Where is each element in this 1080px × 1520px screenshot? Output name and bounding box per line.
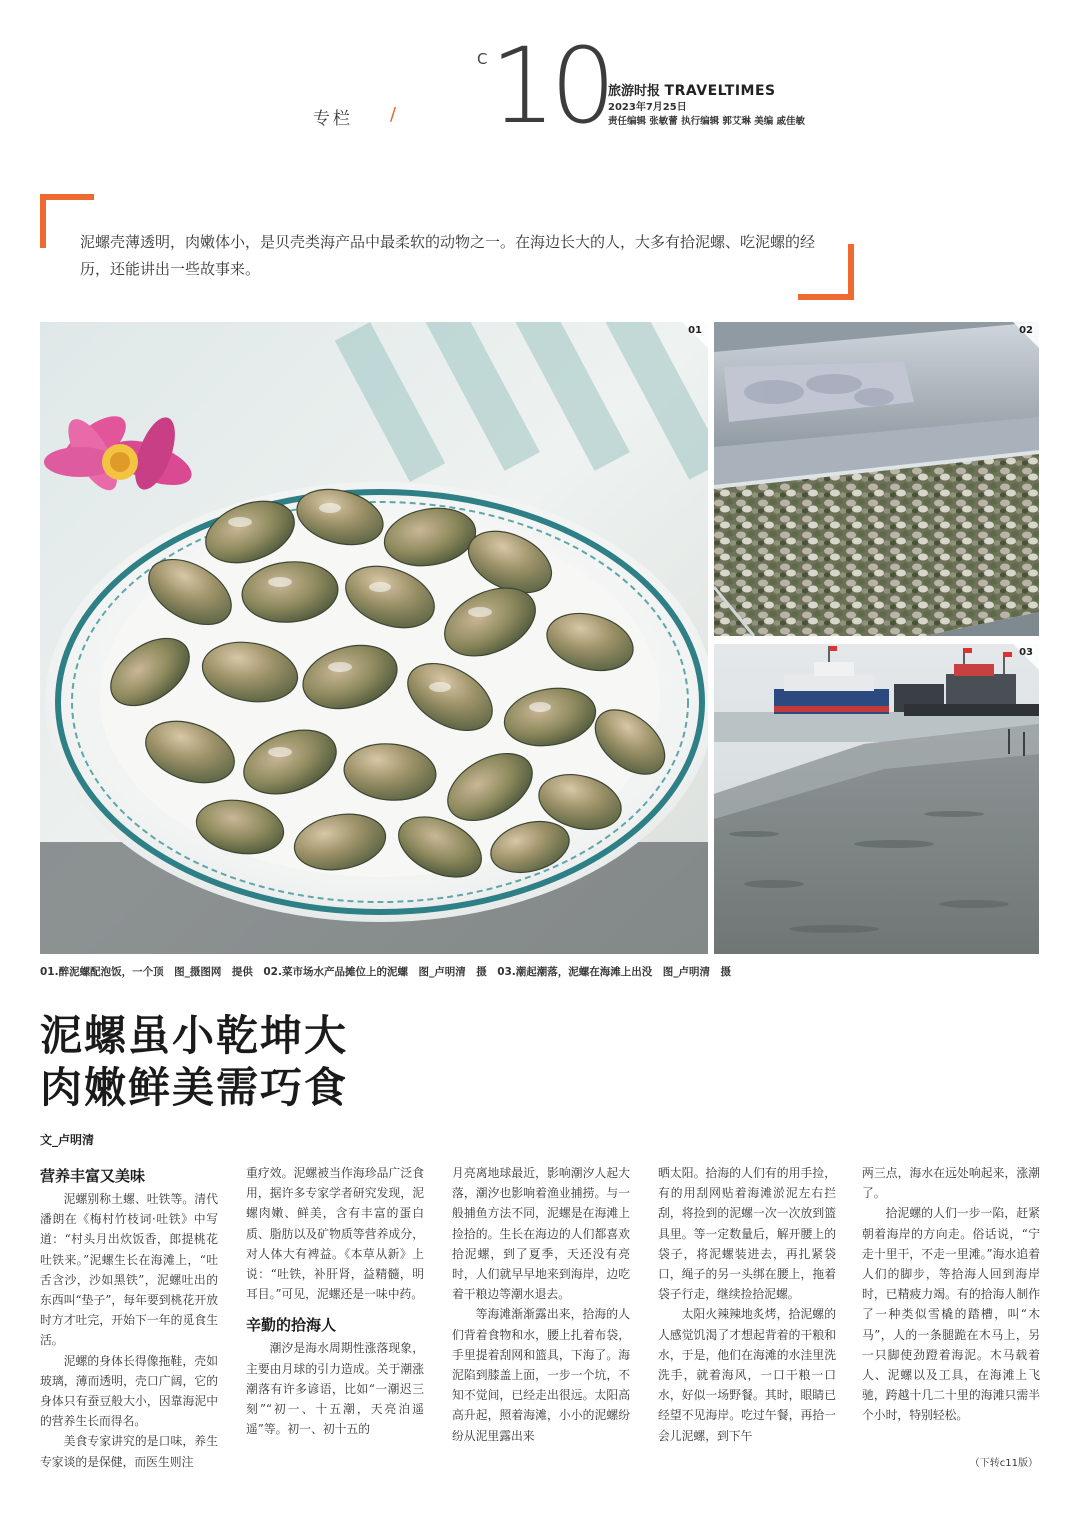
article-paragraph: 太阳火辣辣地炙烤，拾泥螺的人感觉饥渴了才想起背着的干粮和水，于是，他们在海滩的水洼里洗洗手，就着海风，一口干粮一口水，好似一场野餐。其时，眼睛已经望不见海岸。吃过午餐，再拾一会儿泥螺，到下午	[658, 1307, 836, 1443]
paper-name	[608, 80, 776, 99]
article-paragraph: 两三点，海水在远处响起来，涨潮了。	[862, 1166, 1040, 1201]
section-heading-gatherers: 辛勤的拾海人	[246, 1316, 337, 1335]
photo-01-mud-snails-dish	[40, 322, 708, 954]
byline: 文_卢明清	[40, 1133, 95, 1147]
paper-date: 2023年7月25日	[608, 102, 687, 113]
article-column-4	[658, 1163, 836, 1446]
article-column-5	[862, 1163, 1040, 1426]
article-column-2	[246, 1163, 424, 1439]
section-heading-nutrition: 营养丰富又美味	[40, 1167, 146, 1185]
article-paragraph: 月亮离地球最近，影响潮汐人起大落，潮汐也影响着渔业捕捞。与一般捕鱼方法不同，泥螺是在海滩上捡拾的。生长在海边的人们都喜欢拾泥螺，到了夏季，天还没有亮时，人们就早早地来到海岸，边吃着干粮边等潮水退去。	[452, 1166, 630, 1302]
article-paragraph: 重疗效。泥螺被当作海珍品广泛食用，据许多专家学者研究发现，泥螺肉嫩、鲜美，含有丰富的蛋白质、脂肪以及矿物质等营养成分，对人体大有裨益。《本草从新》上说：“吐铁，补肝肾，益精髓，明耳目。”可见，泥螺还是一味中药。	[246, 1166, 424, 1302]
photo-03-graphic	[714, 644, 1039, 954]
paper-name-en: TRAVELTIMES	[664, 83, 776, 99]
photo-01-number: 01	[688, 325, 702, 336]
photo-03-number: 03	[1019, 647, 1033, 658]
article-paragraph: 潮汐是海水周期性涨落现象，主要由月球的引力造成。关于潮涨潮落有许多谚语，比如“一潮迟三刻”“初一、十五潮，天亮泊遥遥”等。初一、初十五的	[246, 1341, 424, 1437]
intro-text: 泥螺壳薄透明，肉嫩体小，是贝壳类海产品中最柔软的动物之一。在海边长大的人，大多有拾泥螺、吃泥螺的经历，还能讲出一些故事来。	[80, 233, 816, 278]
photo-02-number: 02	[1019, 325, 1033, 336]
article-paragraph: 等海滩渐渐露出来，拾海的人们背着食物和水，腰上扎着布袋，手里提着刮网和篮具，下海了。海泥陷到膝盖上面，一步一个坑，不知不觉间，已经走出很远。太阳高高升起，照着海滩，小小的泥螺纷纷从泥里露出来	[452, 1307, 630, 1443]
photo-caption: 01.醉泥螺配泡饭，一个顶 图_摄图网 提供 02.菜市场水产品摊位上的泥螺 图_卢明清 摄 03.潮起潮落，泥螺在海滩上出没 图_卢明清 摄	[40, 966, 732, 978]
photo-03-tidal-flat	[714, 644, 1039, 954]
paper-editors: 责任编辑 张敏蕾 执行编辑 郭艾琳 美编 戚佳敏	[608, 116, 806, 127]
headline-line-1: 泥螺虽小乾坤大	[40, 1011, 349, 1060]
photo-01-graphic	[40, 322, 708, 954]
article-paragraph: 泥螺别称土螺、吐铁等。清代潘朗在《梅村竹枝词·吐铁》中写道：“村头月出炊饭香，郎提桃花吐铁来。”泥螺生长在海滩上，“吐舌含沙，沙如黑铁”，泥螺吐出的东西叫“垫子”，每年要到桃花开放时方才吐完，开始下一年的觅食生活。	[40, 1192, 218, 1348]
headline-line-2: 肉嫩鲜美需巧食	[40, 1063, 349, 1112]
continued-note: （下转c11版）	[969, 1458, 1038, 1469]
photo-02-graphic	[714, 322, 1039, 636]
page-number: 10	[490, 25, 611, 147]
photo-02-market-stall	[714, 322, 1039, 636]
column-slash: /	[390, 104, 397, 125]
column-label: 专栏	[313, 109, 353, 129]
paper-name-cn: 旅游时报	[608, 84, 661, 99]
article-paragraph: 美食专家讲究的是口味，养生专家谈的是保健，而医生则注	[40, 1434, 218, 1469]
page-prefix: C	[477, 50, 488, 68]
article-paragraph: 晒太阳。拾海的人们有的用手捡，有的用刮网贴着海滩淤泥左右拦刮，将捡到的泥螺一次一次放到篮具里。等一定数量后，解开腰上的袋子，将泥螺装进去，再扎紧袋口，绳子的另一头绑在腰上，拖着袋子行走，继续捡拾泥螺。	[658, 1166, 836, 1302]
article-headline	[40, 1010, 348, 1114]
article-column-1	[40, 1163, 218, 1472]
article-paragraph: 泥螺的身体长得像拖鞋，壳如玻璃，薄而透明，壳口广阔，它的身体只有蚕豆般大小，因靠海泥中的营养生长而得名。	[40, 1353, 218, 1429]
article-column-3	[452, 1163, 630, 1446]
article-paragraph: 拾泥螺的人们一步一陷，赶紧朝着海岸的方向走。俗话说，“宁走十里干，不走一里滩。”海水追着人们的脚步，等拾海人回到海岸时，已精疲力竭。有的拾海人制作了一种类似雪橇的踏槽，叫“木马”，人的一条腿跪在木马上，另一只脚使劲蹬着海泥。木马载着人、泥螺以及工具，在海滩上飞驰，跨越十几二十里的海滩只需半个小时，特别轻松。	[862, 1206, 1040, 1423]
